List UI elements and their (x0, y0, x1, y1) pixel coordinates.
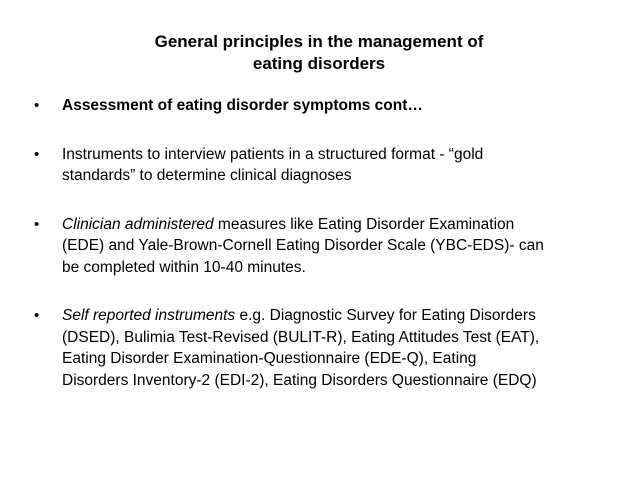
bullet-4-line-3: Eating Disorder Examination-Questionnaire (EDE-Q), Eating (62, 350, 477, 367)
bullet-marker: • (34, 97, 40, 114)
bullet-3-line-3: be completed within 10-40 minutes. (62, 258, 306, 276)
bullet-item-1 (32, 95, 628, 117)
bullet-item-3 (32, 214, 628, 279)
bullet-4-line-2: (DSED), Bulimia Test-Revised (BULIT-R), Eating Attitudes Test (EAT), (62, 328, 540, 346)
bullet-3-line-2: (EDE) and Yale-Brown-Cornell Eating Disorder Scale (YBC-EDS)- can (62, 237, 544, 254)
bullet-marker: • (34, 145, 40, 163)
slide-title (60, 31, 578, 75)
bullet-list (32, 95, 628, 418)
bullet-3-line-1 (62, 214, 628, 236)
bullet-3-lead: Clinician administered (62, 215, 214, 233)
bullet-marker: • (34, 215, 40, 233)
bullet-marker: • (34, 307, 40, 324)
bullet-4-line-1 (62, 305, 628, 327)
slide-title-line-1: General principles in the management of (154, 32, 484, 51)
bullet-item-2 (32, 144, 628, 187)
bullet-4-line-1-rest: e.g. Diagnostic Survey for Eating Disorders (235, 307, 536, 324)
bullet-4-line-4: Disorders Inventory-2 (EDI-2), Eating Disorders Questionnaire (EDQ) (62, 371, 537, 389)
bullet-3-line-1-rest: measures like Eating Disorder Examination (213, 215, 515, 233)
bullet-4-lead: Self reported instruments (62, 307, 236, 324)
bullet-1-line-1: Assessment of eating disorder symptoms cont… (62, 97, 423, 114)
slide-title-line-2: eating disorders (252, 54, 386, 73)
bullet-2-line-1: Instruments to interview patients in a structured format - “gold (62, 145, 484, 163)
bullet-item-4 (32, 305, 628, 391)
bullet-2-line-2: standards” to determine clinical diagnoses (62, 167, 352, 184)
